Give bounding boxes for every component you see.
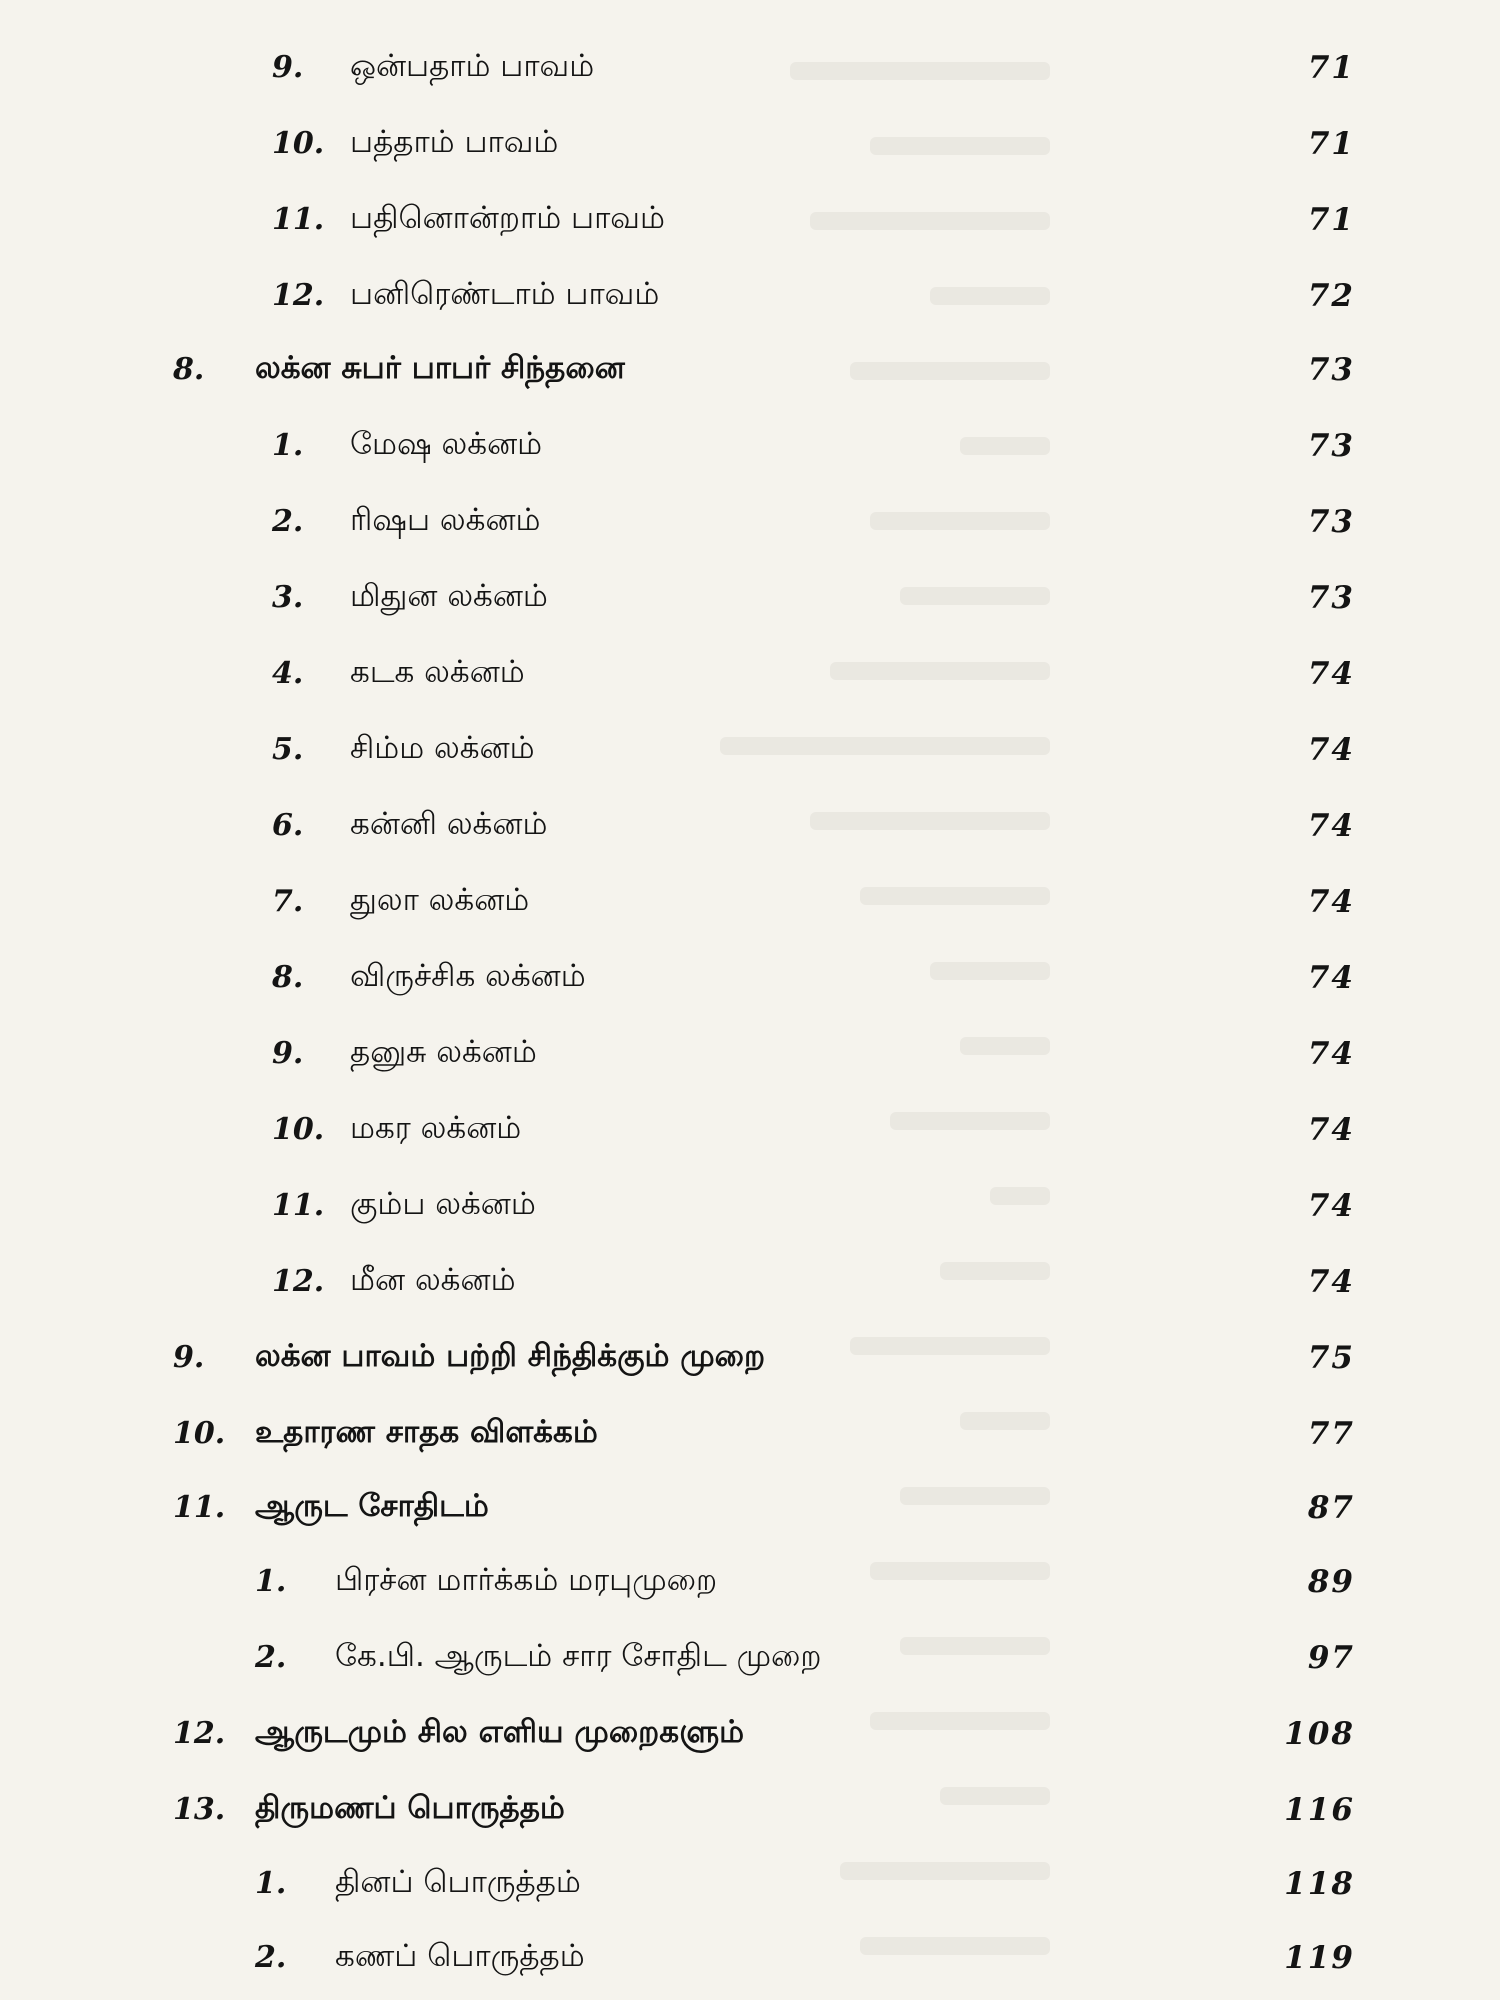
entry-number: 3.: [272, 580, 304, 615]
entry-title: பனிரெண்டாம் பாவம்: [350, 276, 660, 312]
toc-entry: [0, 566, 1500, 640]
entry-number: 2.: [255, 1640, 287, 1675]
entry-title: பத்தாம் பாவம்: [350, 124, 559, 160]
entry-number: 1.: [272, 428, 304, 463]
entry-number: 5.: [272, 732, 304, 767]
entry-page: 73: [1307, 504, 1355, 540]
chapter-page: 108: [1284, 1716, 1355, 1752]
entry-title: கே.பி. ஆருடம் சார சோதிட முறை: [335, 1638, 822, 1674]
entry-number: 11.: [272, 202, 325, 237]
entry-number: 11.: [272, 1188, 325, 1223]
entry-title: பிரச்ன மார்க்கம் மரபுமுறை: [335, 1562, 718, 1598]
toc-entry: [0, 642, 1500, 716]
chapter-page: 73: [1307, 352, 1355, 388]
entry-page: 97: [1307, 1640, 1355, 1676]
toc-entry: [0, 1626, 1500, 1700]
entry-page: 74: [1307, 884, 1355, 920]
chapter-title: உதாரண சாதக விளக்கம்: [255, 1414, 598, 1450]
chapter-title: லக்ன சுபர் பாபர் சிந்தனை: [255, 350, 625, 386]
entry-title: மிதுன லக்னம்: [350, 578, 548, 614]
entry-title: கணப் பொருத்தம்: [335, 1938, 585, 1974]
entry-page: 89: [1307, 1564, 1355, 1600]
entry-title: பதினொன்றாம் பாவம்: [350, 200, 665, 236]
entry-page: 74: [1307, 656, 1355, 692]
chapter-title: ஆருடமும் சில எளிய முறைகளும்: [255, 1714, 745, 1750]
chapter-page: 75: [1307, 1340, 1355, 1376]
entry-title: கன்னி லக்னம்: [350, 806, 548, 842]
entry-number: 2.: [255, 1940, 287, 1975]
toc-entry: [0, 36, 1500, 110]
entry-number: 12.: [272, 1264, 325, 1299]
toc-entry: [0, 1852, 1500, 1926]
entry-title: கடக லக்னம்: [350, 654, 525, 690]
chapter-page: 116: [1284, 1792, 1355, 1828]
chapter-number: 8.: [173, 352, 205, 387]
entry-number: 9.: [272, 50, 304, 85]
entry-title: துலா லக்னம்: [350, 882, 530, 918]
chapter-title: ஆருட சோதிடம்: [255, 1488, 489, 1524]
entry-number: 1.: [255, 1866, 287, 1901]
chapter-page: 77: [1307, 1416, 1355, 1452]
toc-entry: [0, 1250, 1500, 1324]
entry-number: 1.: [255, 1564, 287, 1599]
entry-number: 10.: [272, 1112, 325, 1147]
entry-title: கும்ப லக்னம்: [350, 1186, 536, 1222]
toc-entry: [0, 1174, 1500, 1248]
entry-page: 71: [1307, 50, 1355, 86]
entry-number: 6.: [272, 808, 304, 843]
entry-number: 2.: [272, 504, 304, 539]
toc-entry: [0, 490, 1500, 564]
chapter-number: 9.: [173, 1340, 205, 1375]
toc-entry: [0, 188, 1500, 262]
toc-entry: [0, 870, 1500, 944]
entry-page: 74: [1307, 1188, 1355, 1224]
chapter-title: திருமணப் பொருத்தம்: [255, 1790, 565, 1826]
entry-title: தனுசு லக்னம்: [350, 1034, 537, 1070]
chapter-number: 12.: [173, 1716, 226, 1751]
chapter-page: 87: [1307, 1490, 1355, 1526]
entry-title: ரிஷப லக்னம்: [350, 502, 541, 538]
entry-page: 74: [1307, 1264, 1355, 1300]
chapter-number: 10.: [173, 1416, 226, 1451]
toc-chapter: [0, 338, 1500, 412]
entry-page: 71: [1307, 126, 1355, 162]
entry-page: 74: [1307, 732, 1355, 768]
entry-title: மகர லக்னம்: [350, 1110, 522, 1146]
entry-title: மீன லக்னம்: [350, 1262, 516, 1298]
entry-title: மேஷ லக்னம்: [350, 426, 543, 462]
entry-title: விருச்சிக லக்னம்: [350, 958, 586, 994]
entry-title: தினப் பொருத்தம்: [335, 1864, 581, 1900]
toc-entry: [0, 794, 1500, 868]
toc-chapter: [0, 1402, 1500, 1476]
chapter-title: லக்ன பாவம் பற்றி சிந்திக்கும் முறை: [255, 1338, 766, 1374]
toc-chapter: [0, 1778, 1500, 1852]
entry-title: சிம்ம லக்னம்: [350, 730, 535, 766]
entry-page: 73: [1307, 428, 1355, 464]
entry-page: 118: [1284, 1866, 1355, 1902]
toc-entry: [0, 264, 1500, 338]
chapter-number: 13.: [173, 1792, 226, 1827]
toc-entry: [0, 1926, 1500, 2000]
entry-number: 9.: [272, 1036, 304, 1071]
entry-page: 74: [1307, 1112, 1355, 1148]
entry-page: 74: [1307, 1036, 1355, 1072]
entry-number: 12.: [272, 278, 325, 313]
toc-entry: [0, 1550, 1500, 1624]
entry-page: 74: [1307, 808, 1355, 844]
toc-chapter: [0, 1476, 1500, 1550]
entry-title: ஒன்பதாம் பாவம்: [350, 48, 595, 84]
toc-entry: [0, 414, 1500, 488]
entry-page: 73: [1307, 580, 1355, 616]
entry-number: 7.: [272, 884, 304, 919]
entry-page: 72: [1307, 278, 1355, 314]
entry-number: 10.: [272, 126, 325, 161]
entry-page: 71: [1307, 202, 1355, 238]
toc-entry: [0, 718, 1500, 792]
entry-number: 8.: [272, 960, 304, 995]
toc-entry: [0, 1022, 1500, 1096]
entry-page: 119: [1284, 1940, 1355, 1976]
toc-chapter: [0, 1326, 1500, 1400]
toc-entry: [0, 112, 1500, 186]
chapter-number: 11.: [173, 1490, 226, 1525]
entry-page: 74: [1307, 960, 1355, 996]
entry-number: 4.: [272, 656, 304, 691]
toc-chapter: [0, 1702, 1500, 1776]
toc-entry: [0, 1098, 1500, 1172]
toc-entry: [0, 946, 1500, 1020]
